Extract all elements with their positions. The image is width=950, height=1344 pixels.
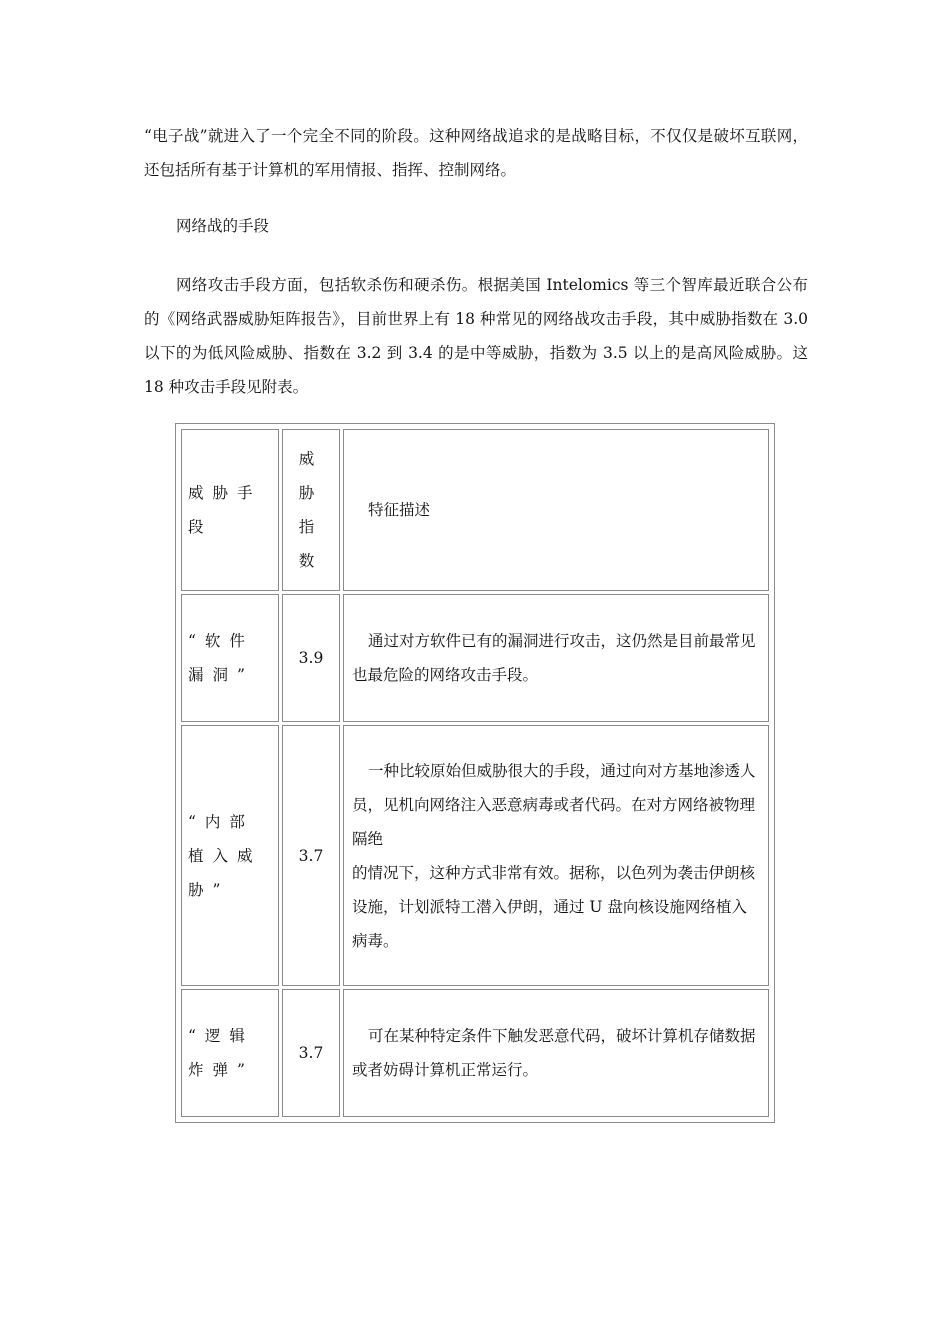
index-cell: 3.7 — [282, 989, 340, 1117]
header-method: 威胁手段 — [181, 429, 279, 591]
body-paragraph-1: “电子战”就进入了一个完全不同的阶段。这种网络战追求的是战略目标，不仅仅是破坏互联网，还包括所有基于计算机的军用情报、指挥、控制网络。 — [144, 127, 808, 179]
table-row — [181, 989, 769, 1117]
description-cell: 通过对方软件已有的漏洞进行攻击，这仍然是目前最常见也最危险的网络攻击手段。 — [343, 594, 769, 722]
section-heading: 网络战的手段 — [176, 217, 270, 235]
description-cell: 可在某种特定条件下触发恶意代码，破坏计算机存储数据或者妨碍计算机正常运行。 — [343, 989, 769, 1117]
description-text: 一种比较原始但威胁很大的手段，通过向对方基地渗透人员，见机向网络注入恶意病毒或者代码。在对方网络被物理隔绝 — [352, 761, 756, 848]
method-cell: “软件漏洞” — [181, 594, 279, 722]
description-text-cont: 的情况下，这种方式非常有效。据称，以色列为袭击伊朗核设施，计划派特工潜入伊朗，通过 U 盘向核设施网络植入病毒。 — [352, 863, 756, 950]
body-paragraph-2: 网络攻击手段方面，包括软杀伤和硬杀伤。根据美国 Intelomics 等三个智库最近联合公布的《网络武器威胁矩阵报告》，目前世界上有 18 种常见的网络战攻击手段，其中威胁指数在 3.0 以下的为低风险威胁、指数在 3.2 到 3.4 的是中等威胁，指数为 3.5 以上的是高风险威胁。这 18 种攻击手段见附表。 — [144, 276, 808, 396]
index-cell: 3.7 — [282, 725, 340, 986]
description-cell — [343, 725, 769, 986]
table-header-row — [181, 429, 769, 591]
table-row — [181, 725, 769, 986]
table-row — [181, 594, 769, 722]
threat-table — [175, 423, 775, 1123]
method-cell: “内部植入威胁” — [181, 725, 279, 986]
header-index: 威胁指数 — [282, 429, 340, 591]
method-cell: “逻辑炸弹” — [181, 989, 279, 1117]
header-description: 特征描述 — [343, 429, 769, 591]
index-cell: 3.9 — [282, 594, 340, 722]
